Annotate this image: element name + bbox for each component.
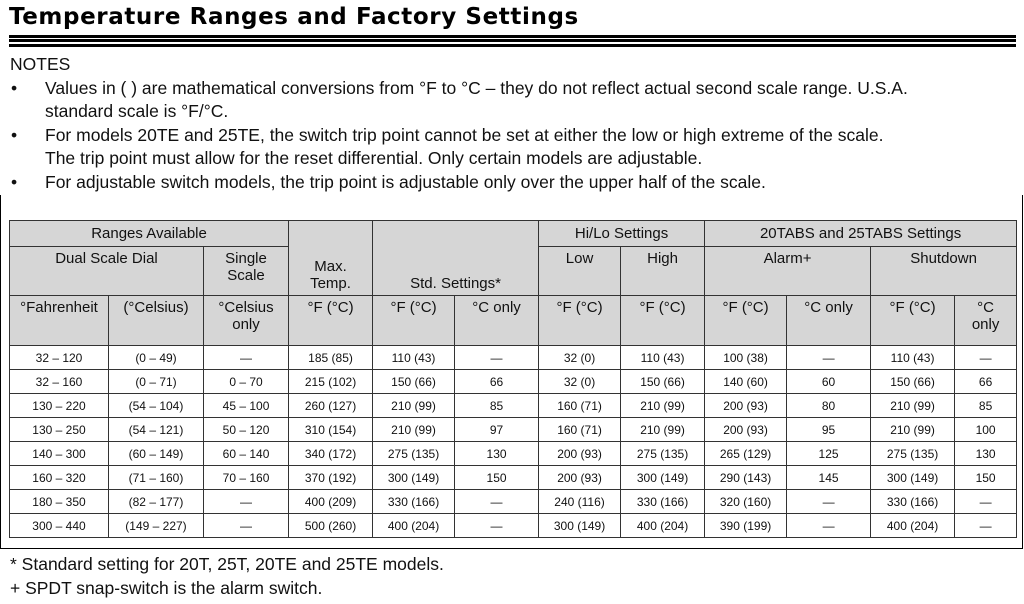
temperature-table: [9, 220, 1017, 538]
header-single-scale: [204, 247, 289, 296]
table-cell-celsius-only: 70 – 160: [204, 466, 289, 490]
table-cell-max-temp: 370 (192): [289, 466, 373, 490]
table-cell-high-f: 300 (149): [621, 466, 705, 490]
table-cell-low-f: 200 (93): [539, 466, 621, 490]
table-cell-celsius-only: —: [204, 514, 289, 538]
column-header-line1: °Fahrenheit: [20, 299, 98, 316]
table-cell-alarm-c: —: [787, 514, 871, 538]
bullet-icon: •: [11, 124, 18, 145]
table-cell-alarm-c: —: [787, 346, 871, 370]
table-cell-fahrenheit: 300 – 440: [10, 514, 109, 538]
table-cell-std-c: —: [455, 490, 539, 514]
header-single-line1: Single: [225, 250, 267, 267]
table-body: [10, 346, 1017, 538]
table-cell-std-f: 300 (149): [373, 466, 455, 490]
column-header-line1: (°Celsius): [123, 299, 189, 316]
table-row: [10, 418, 1017, 442]
table-cell-low-f: 160 (71): [539, 418, 621, 442]
table-row: [10, 394, 1017, 418]
note-line: For adjustable switch models, the trip point is adjustable only over the upper half of the scale.: [45, 171, 766, 192]
header-max-temp: [289, 221, 373, 296]
table-cell-shutdown-c: 85: [955, 394, 1017, 418]
table-cell-fahrenheit: 160 – 320: [10, 466, 109, 490]
column-header-line2: only: [971, 316, 1000, 333]
footnote-alarm-switch: + SPDT snap-switch is the alarm switch.: [10, 577, 323, 598]
column-header-fahrenheit: [10, 296, 109, 346]
table-cell-shutdown-f: 275 (135): [871, 442, 955, 466]
header-tabs-settings: 20TABS and 25TABS Settings: [705, 221, 1017, 247]
column-header-line1: °Celsius: [218, 299, 274, 316]
header-max-temp-line1: Max.: [314, 258, 347, 275]
table-cell-std-c: 85: [455, 394, 539, 418]
table-cell-low-f: 200 (93): [539, 442, 621, 466]
table-cell-alarm-f: 140 (60): [705, 370, 787, 394]
table-cell-fahrenheit: 140 – 300: [10, 442, 109, 466]
column-header-std-c: [455, 296, 539, 346]
table-cell-celsius-only: —: [204, 346, 289, 370]
table-cell-shutdown-c: 100: [955, 418, 1017, 442]
column-header-std-f: [373, 296, 455, 346]
header-alarm: Alarm+: [705, 247, 871, 296]
notes-section: [10, 53, 1020, 194]
table-cell-max-temp: 185 (85): [289, 346, 373, 370]
header-dual-scale-dial: Dual Scale Dial: [10, 247, 204, 296]
table-cell-celsius: (82 – 177): [109, 490, 204, 514]
table-cell-low-f: 32 (0): [539, 370, 621, 394]
column-header-line1: °F (°C): [889, 299, 936, 316]
notes-list: [10, 77, 1020, 195]
table-cell-celsius-only: 0 – 70: [204, 370, 289, 394]
column-header-line2: only: [232, 316, 260, 333]
table-cell-std-c: 150: [455, 466, 539, 490]
table-cell-fahrenheit: 130 – 250: [10, 418, 109, 442]
table-cell-std-c: 66: [455, 370, 539, 394]
table-cell-alarm-c: —: [787, 490, 871, 514]
table-row: [10, 490, 1017, 514]
table-cell-shutdown-f: 210 (99): [871, 394, 955, 418]
table-cell-low-f: 160 (71): [539, 394, 621, 418]
table-cell-high-f: 330 (166): [621, 490, 705, 514]
column-header-line1: °C: [977, 299, 994, 316]
table-cell-celsius: (60 – 149): [109, 442, 204, 466]
table-cell-max-temp: 500 (260): [289, 514, 373, 538]
table-cell-high-f: 210 (99): [621, 418, 705, 442]
table-cell-celsius: (71 – 160): [109, 466, 204, 490]
footnotes: [10, 553, 444, 600]
table-cell-alarm-f: 290 (143): [705, 466, 787, 490]
column-header-max-temp: [289, 296, 373, 346]
column-header-line1: °F (°C): [556, 299, 603, 316]
table-cell-shutdown-f: 150 (66): [871, 370, 955, 394]
column-header-line1: °F (°C): [390, 299, 437, 316]
column-header-line1: °F (°C): [307, 299, 354, 316]
table-cell-alarm-f: 390 (199): [705, 514, 787, 538]
header-row-groups: [10, 221, 1017, 247]
notes-heading: NOTES: [10, 54, 71, 74]
table-cell-alarm-f: 320 (160): [705, 490, 787, 514]
column-header-high-f: [621, 296, 705, 346]
table-cell-alarm-f: 200 (93): [705, 394, 787, 418]
column-header-line1: °C only: [472, 299, 521, 316]
header-high: High: [621, 247, 705, 296]
column-header-celsius-only: [204, 296, 289, 346]
table-cell-std-f: 275 (135): [373, 442, 455, 466]
table-cell-high-f: 110 (43): [621, 346, 705, 370]
column-header-celsius: [109, 296, 204, 346]
table-row: [10, 370, 1017, 394]
table-cell-shutdown-f: 110 (43): [871, 346, 955, 370]
table-cell-low-f: 32 (0): [539, 346, 621, 370]
page-title: Temperature Ranges and Factory Settings: [9, 4, 579, 30]
table-cell-max-temp: 340 (172): [289, 442, 373, 466]
column-header-line1: °F (°C): [722, 299, 769, 316]
table-cell-shutdown-f: 400 (204): [871, 514, 955, 538]
table-cell-high-f: 210 (99): [621, 394, 705, 418]
table-cell-celsius-only: 45 – 100: [204, 394, 289, 418]
table-cell-std-c: —: [455, 514, 539, 538]
header-shutdown: Shutdown: [871, 247, 1017, 296]
table-cell-std-c: 97: [455, 418, 539, 442]
table-cell-alarm-c: 60: [787, 370, 871, 394]
note-line: For models 20TE and 25TE, the switch trip point cannot be set at either the low or high extreme of the scale.: [45, 124, 884, 145]
header-row-columns: [10, 296, 1017, 346]
table-cell-celsius-only: —: [204, 490, 289, 514]
table-cell-shutdown-c: —: [955, 490, 1017, 514]
table-cell-alarm-c: 80: [787, 394, 871, 418]
table-cell-alarm-c: 125: [787, 442, 871, 466]
table-cell-std-f: 150 (66): [373, 370, 455, 394]
table-cell-celsius: (0 – 71): [109, 370, 204, 394]
table-cell-celsius: (54 – 104): [109, 394, 204, 418]
column-header-line1: °C only: [804, 299, 853, 316]
header-std-settings-label: Std. Settings*: [410, 275, 501, 292]
table-cell-shutdown-c: 130: [955, 442, 1017, 466]
table-cell-shutdown-f: 300 (149): [871, 466, 955, 490]
table-cell-celsius: (0 – 49): [109, 346, 204, 370]
table-cell-std-f: 210 (99): [373, 418, 455, 442]
column-header-shutdown-c: [955, 296, 1017, 346]
table-cell-fahrenheit: 130 – 220: [10, 394, 109, 418]
column-header-line1: °F (°C): [639, 299, 686, 316]
table-row: [10, 442, 1017, 466]
table-cell-alarm-f: 265 (129): [705, 442, 787, 466]
note-line: standard scale is °F/°C.: [45, 101, 229, 121]
table-cell-low-f: 300 (149): [539, 514, 621, 538]
table-cell-shutdown-c: —: [955, 514, 1017, 538]
table-cell-high-f: 150 (66): [621, 370, 705, 394]
note-item: [10, 77, 1020, 124]
table-cell-shutdown-c: —: [955, 346, 1017, 370]
header-ranges-available: Ranges Available: [10, 221, 289, 247]
header-max-temp-line2: Temp.: [310, 275, 351, 292]
table-row: [10, 346, 1017, 370]
table-cell-celsius-only: 60 – 140: [204, 442, 289, 466]
table-cell-std-f: 330 (166): [373, 490, 455, 514]
table-cell-fahrenheit: 180 – 350: [10, 490, 109, 514]
table-row: [10, 514, 1017, 538]
table-cell-low-f: 240 (116): [539, 490, 621, 514]
column-header-low-f: [539, 296, 621, 346]
table-cell-std-f: 210 (99): [373, 394, 455, 418]
footnote-standard-setting: * Standard setting for 20T, 25T, 20TE and 25TE models.: [10, 554, 444, 574]
table-cell-fahrenheit: 32 – 120: [10, 346, 109, 370]
table-cell-std-c: —: [455, 346, 539, 370]
table-cell-max-temp: 400 (209): [289, 490, 373, 514]
table-cell-alarm-c: 145: [787, 466, 871, 490]
table-cell-max-temp: 260 (127): [289, 394, 373, 418]
table-cell-max-temp: 310 (154): [289, 418, 373, 442]
table-cell-celsius: (149 – 227): [109, 514, 204, 538]
header-single-line2: Scale: [227, 267, 265, 284]
column-header-shutdown-f: [871, 296, 955, 346]
table-cell-celsius: (54 – 121): [109, 418, 204, 442]
table-cell-std-c: 130: [455, 442, 539, 466]
note-item: [10, 124, 1020, 171]
table-cell-alarm-f: 200 (93): [705, 418, 787, 442]
bullet-icon: •: [11, 171, 18, 192]
table-cell-alarm-c: 95: [787, 418, 871, 442]
note-item: [10, 171, 1020, 195]
title-rule: [9, 35, 1016, 51]
table-cell-std-f: 110 (43): [373, 346, 455, 370]
table-row: [10, 466, 1017, 490]
header-hilo-settings: Hi/Lo Settings: [539, 221, 705, 247]
table-cell-shutdown-f: 210 (99): [871, 418, 955, 442]
table-cell-max-temp: 215 (102): [289, 370, 373, 394]
bullet-icon: •: [11, 77, 18, 98]
note-line: The trip point must allow for the reset differential. Only certain models are adjustable.: [45, 148, 703, 168]
table-cell-shutdown-c: 150: [955, 466, 1017, 490]
table-cell-high-f: 275 (135): [621, 442, 705, 466]
header-std-settings: [373, 221, 539, 296]
table-cell-high-f: 400 (204): [621, 514, 705, 538]
column-header-alarm-c: [787, 296, 871, 346]
table-cell-fahrenheit: 32 – 160: [10, 370, 109, 394]
column-header-alarm-f: [705, 296, 787, 346]
header-low: Low: [539, 247, 621, 296]
table-cell-alarm-f: 100 (38): [705, 346, 787, 370]
table-cell-shutdown-f: 330 (166): [871, 490, 955, 514]
table-cell-shutdown-c: 66: [955, 370, 1017, 394]
note-line: Values in ( ) are mathematical conversions from °F to °C – they do not reflect actual second scale range. U.S.A.: [45, 77, 908, 98]
table-cell-celsius-only: 50 – 120: [204, 418, 289, 442]
table-cell-std-f: 400 (204): [373, 514, 455, 538]
